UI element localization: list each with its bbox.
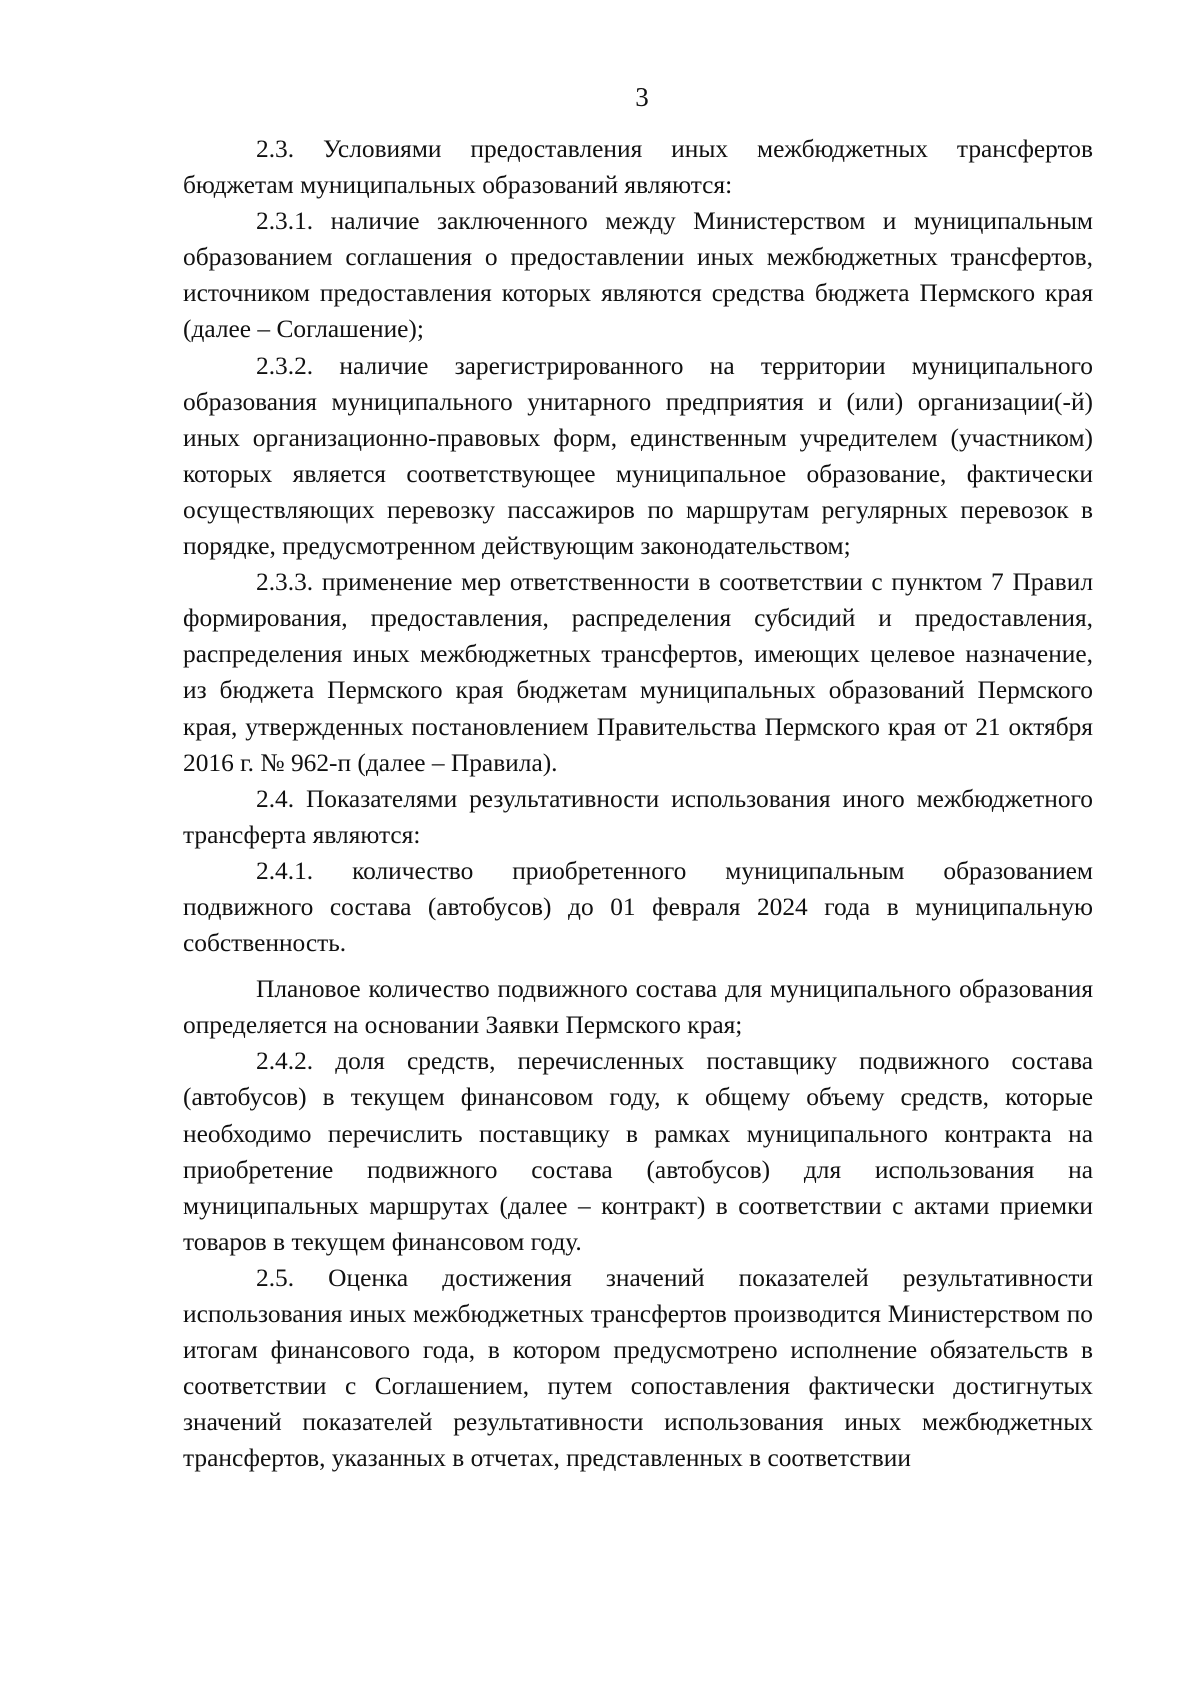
paragraph-2-3-1: 2.3.1. наличие заключенного между Министерством и муниципальным образованием соглашения о предоставлении иных межбюджетных трансфертов, источником предоставления которых являются средства бюджета Пермского края (далее – Соглашение);	[183, 207, 1093, 344]
paragraph-2-3-2: 2.3.2. наличие зарегистрированного на территории муниципального образования муниципального унитарного предприятия и (или) организации(-й) иных организационно-правовых форм, единственным учредителем (участником) которых является соответствующее муниципальное образование, фактически осуществляющих перевозку пассажиров по маршрутам регулярных перевозок в порядке, предусмотренном действующим законодательством;	[183, 351, 1093, 561]
paragraph-2-5: 2.5. Оценка достижения значений показателей результативности использования иных межбюджетных трансфертов производится Министерством по итогам финансового года, в котором предусмотрено исполнение обязательств в соответствии с Соглашением, путем сопоставления фактически достигнутых значений показателей результативности использования иных межбюджетных трансфертов, указанных в отчетах, представленных в соответствии	[183, 1263, 1093, 1473]
document-body	[183, 131, 1093, 1476]
paragraph-2-4-1: 2.4.1. количество приобретенного муниципальным образованием подвижного состава (автобусов) до 01 февраля 2024 года в муниципальную собственность.	[183, 856, 1093, 958]
paragraph-2-3: 2.3. Условиями предоставления иных межбюджетных трансфертов бюджетам муниципальных образований являются:	[183, 135, 1093, 200]
paragraph-2-3-3: 2.3.3. применение мер ответственности в соответствии с пунктом 7 Правил формирования, предоставления, распределения субсидий и предоставления, распределения иных межбюджетных трансфертов, имеющих целевое назначение, из бюджета Пермского края бюджетам муниципальных образований Пермского края, утвержденных постановлением Правительства Пермского края от 21 октября 2016 г. № 962-п (далее – Правила).	[183, 568, 1093, 777]
paragraph-planned-quantity: Плановое количество подвижного состава для муниципального образования определяется на основании Заявки Пермского края;	[183, 975, 1093, 1040]
paragraph-2-4: 2.4. Показателями результативности использования иного межбюджетного трансферта являются:	[183, 784, 1093, 849]
paragraph-2-4-2: 2.4.2. доля средств, перечисленных поставщику подвижного состава (автобусов) в текущем финансовом году, к общему объему средств, которые необходимо перечислить поставщику в рамках муниципального контракта на приобретение подвижного состава (автобусов) для использования на муниципальных маршрутах (далее – контракт) в соответствии с актами приемки товаров в текущем финансовом году.	[183, 1047, 1093, 1256]
page-number: 3	[635, 82, 649, 112]
